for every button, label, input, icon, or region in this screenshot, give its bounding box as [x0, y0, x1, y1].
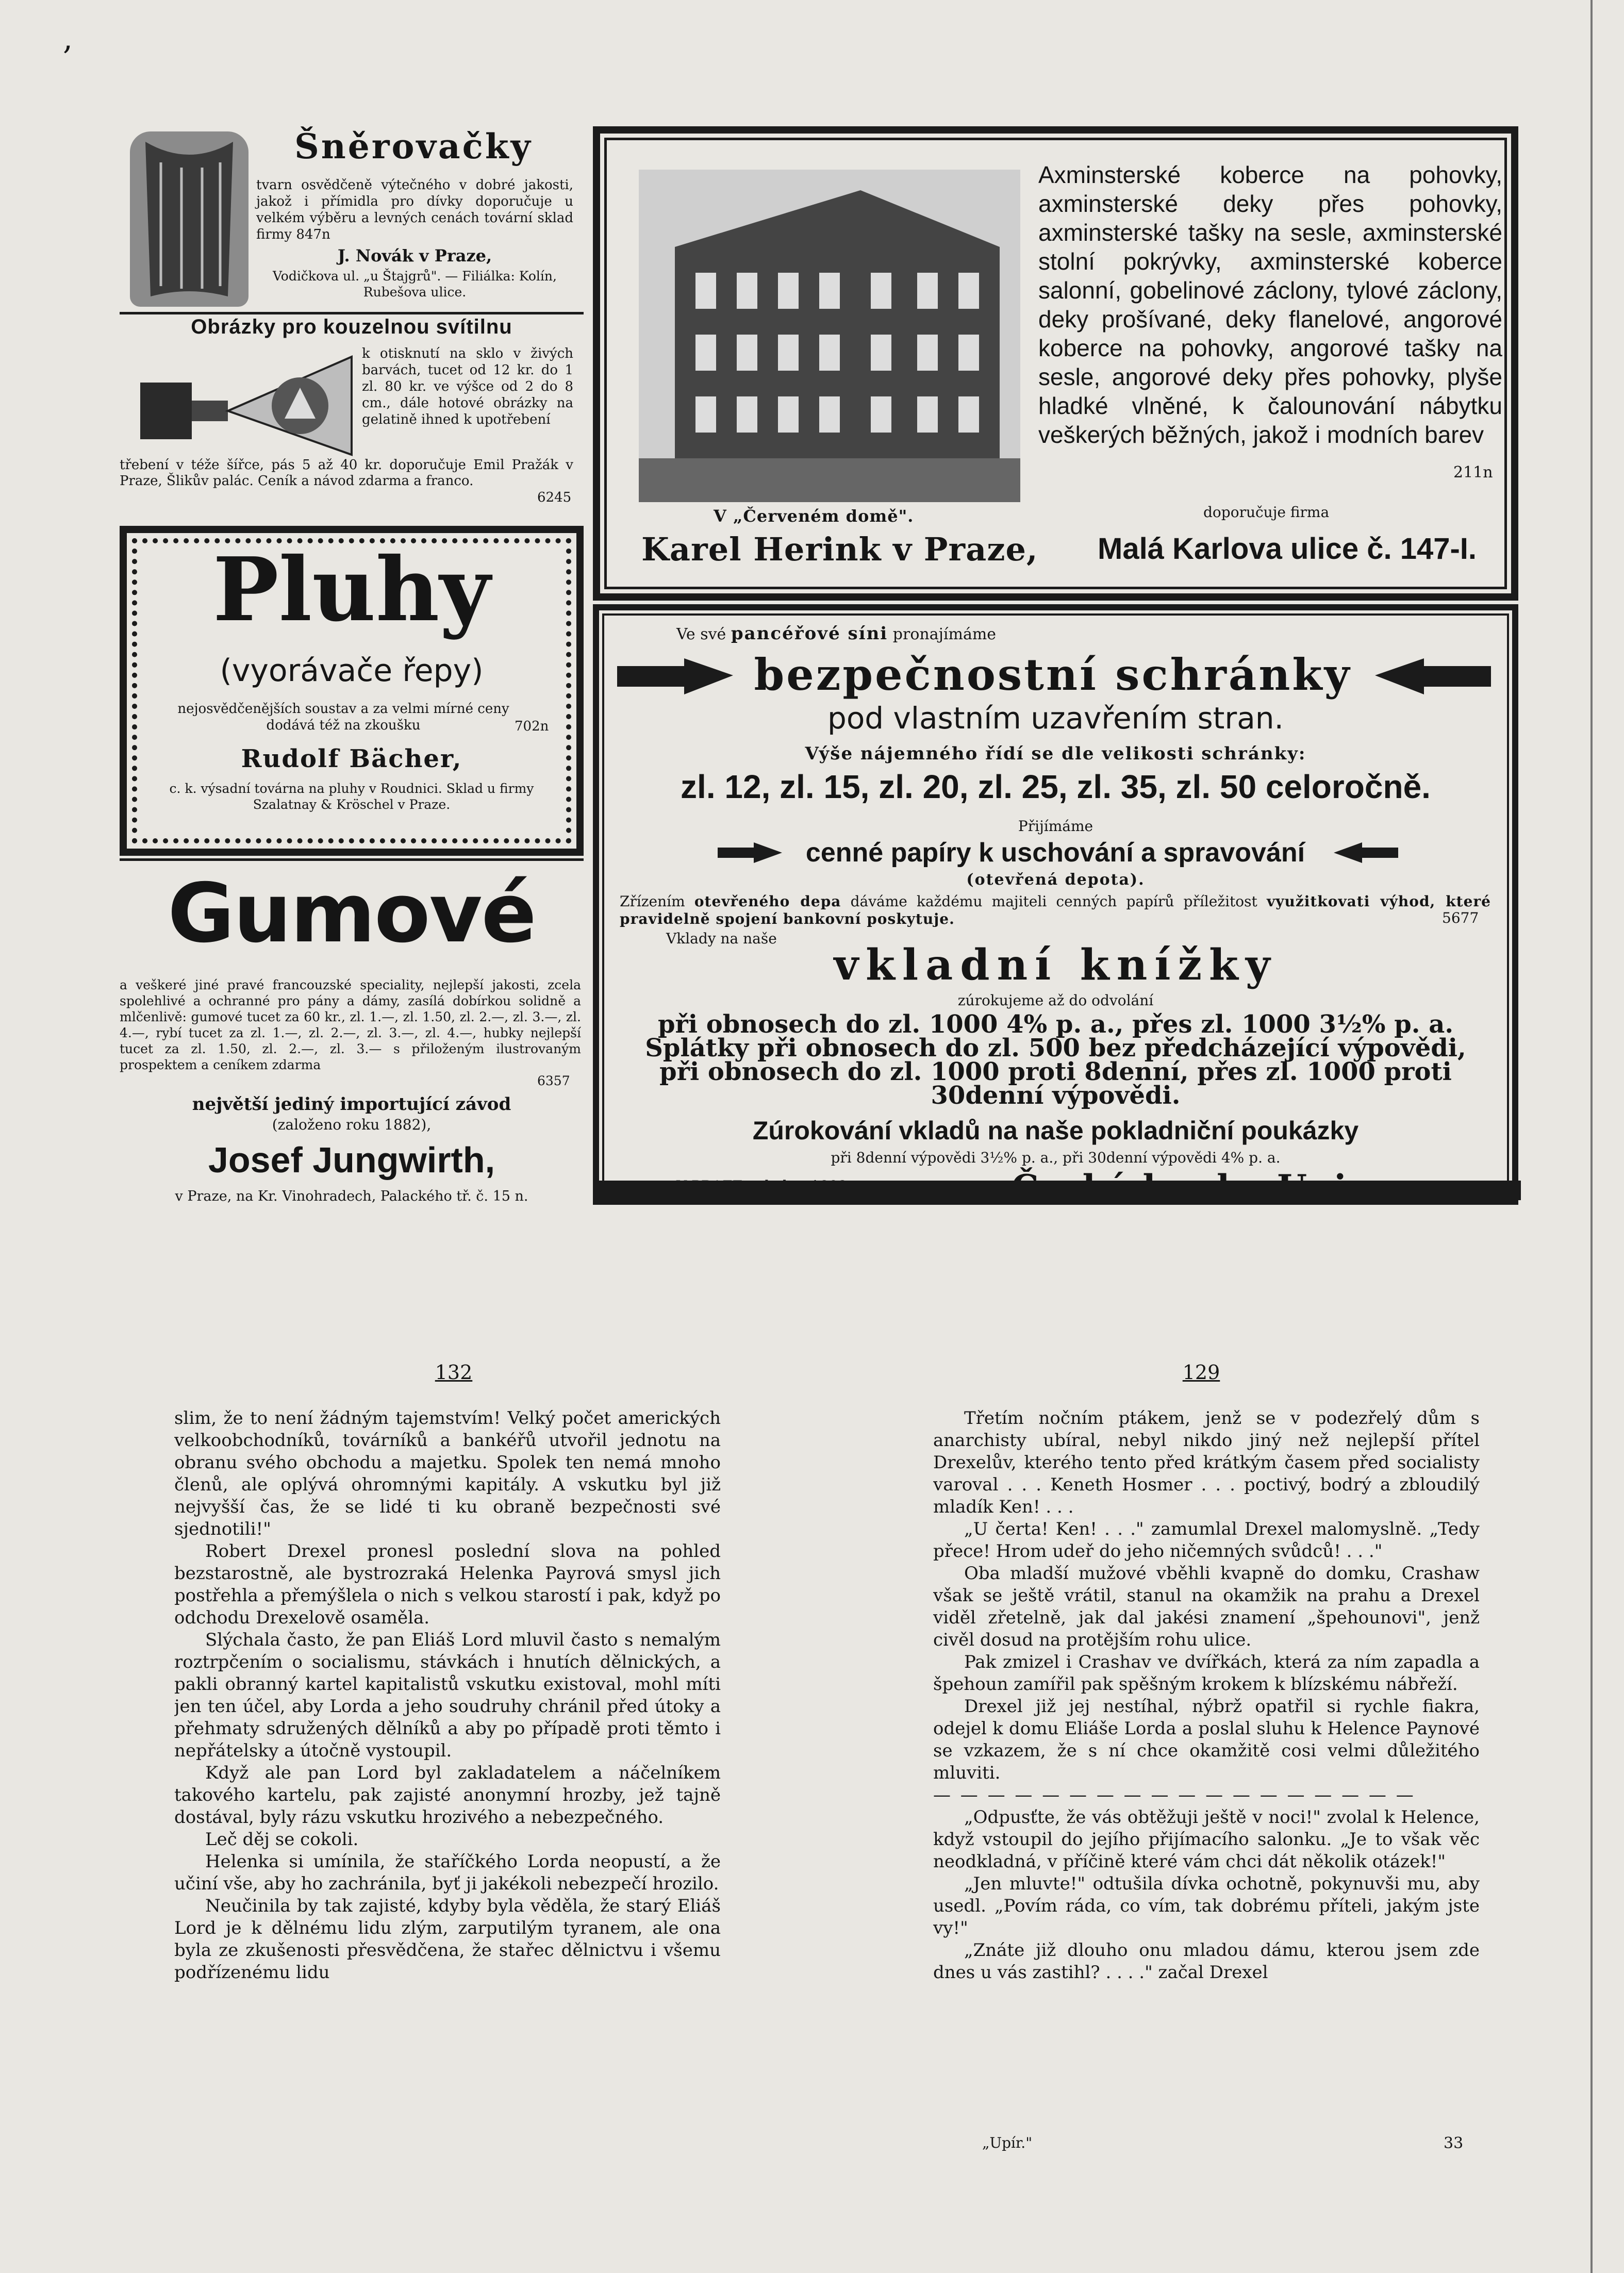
building-icon	[639, 170, 1020, 502]
deposits-on: Vklady na naše	[666, 930, 777, 947]
paragraph: Když ale pan Lord byl zakladatelem a náčelníkem takového kartelu, pak zajisté anonymní hrozby, jež tajně dostával, byly rázu vskutku hrozivého a nebezpečného.	[174, 1763, 721, 1828]
intro-b: pancéřové síni	[731, 623, 888, 644]
paragraph: Robert Drexel pronesl poslední slova na pohled bezstarostně, ale bystrozraká Helenka Payrová smysl jich postřehla a přemýšlela o nich s velkou starostí i pak, když po odchodu Drexelově osaměla.	[174, 1541, 721, 1628]
intro-c: pronajímáme	[892, 625, 997, 643]
story-column-left	[174, 1407, 721, 2119]
ad-firm: J. Novák v Praze,	[337, 246, 492, 266]
paragraph: „Odpusťte, že vás obtěžuji ještě v noci!" zvolal k Helence, když vstoupil do jejího přijímacího salonku. „Je to však věc neodkladná, v příčině které vám chci dát několik otázek!"	[933, 1807, 1480, 1872]
paragraph: Leč děj se cokoli.	[205, 1829, 359, 1850]
pointing-hand-icon	[1331, 842, 1398, 863]
open-depot	[620, 893, 1491, 928]
footer-number: 33	[1444, 2134, 1464, 2152]
papers: cenné papíry k uschování a spravování	[805, 838, 1305, 868]
bottom-rule	[593, 1181, 1521, 1200]
corset-illustration	[130, 131, 248, 307]
ad-address: Vodičkova ul. „u Štajgrů". — Filiálka: Kolín, Rubešova ulice.	[273, 269, 557, 300]
ad-body: Axminsterské koberce na pohovky, axminsterské deky přes pohovky, axminsterské tašky na sesle, axminsterské stolní pokrývky, axminsterské koberce salonní, gobelinové záclony, tylové záclony, deky prošívané, deky flanelové, angorové koberce na pohovky, angorové tašky na sesle, angorové deky přes pohovky, plyše hladké vlněné, k čalounování nábytku veškerých běžných, jakož i modních barev	[1038, 161, 1502, 448]
divider	[120, 312, 584, 314]
rates	[599, 1010, 1512, 1110]
ad-claim: největší jediný importující závod	[192, 1094, 511, 1115]
intro-line	[676, 623, 996, 644]
ad-banka	[593, 604, 1518, 1205]
page-edge	[1590, 0, 1593, 2273]
pointing-hand-small-left	[718, 842, 785, 863]
intro-a: Ve své	[676, 625, 726, 643]
page-number-left: 132	[435, 1361, 473, 1384]
sizes-note: Výše nájemného řídí se dle velikosti schránky:	[805, 743, 1306, 764]
ad-recommend: doporučuje firma	[1203, 504, 1330, 521]
story-column-right	[933, 1407, 1480, 2119]
ad-gumove	[120, 858, 584, 1219]
depots: (otevřená depota).	[966, 871, 1145, 889]
ad-body: k otisknutí na sklo v živých barvách, tucet od 12 kr. do 1 zl. 80 kr. ve výšce od 2 do 8 cm., dále hotové obrázky na gelatině ihned k upotřebení	[362, 346, 573, 427]
accept: Přijímáme	[1018, 818, 1093, 835]
paragraph: slim, že to není žádným tajemstvím! Velký počet amerických velkoobchodníků, továrníků a bankéřů utvořil jednotu na obranu svého obchodu a majetku. Spolek ten nemá mnoho členů, ale oplývá ohromnými kapitály. A vskutku byl již nejvyšší čas, že se lidé ti ku obraně bezpečnosti své sjednotili!"	[174, 1408, 721, 1539]
rate-line-1: při obnosech do zl. 1000 4% p. a., přes zl. 1000 3½% p. a.	[657, 1010, 1454, 1039]
ad-firm: Rudolf Bächer,	[241, 744, 462, 773]
rate-line-2: Splátky při obnosech do zl. 500 bez předcházející výpovědi,	[645, 1034, 1466, 1063]
rate-line-4: 30denní výpovědi.	[931, 1081, 1181, 1110]
ad-firm: Josef Jungwirth,	[208, 1140, 495, 1180]
ad-code: 211n	[1453, 463, 1493, 482]
paragraph: Pak zmizel i Crashav ve dvířkách, která za ním zapadla a špehoun zamířil pak spěšným krokem k blízskému nábřeží.	[933, 1652, 1480, 1695]
ad-title: Gumové	[168, 866, 536, 961]
ad-title: Obrázky pro kouzelnou svítilnu	[191, 316, 512, 338]
pointing-hand-left	[617, 656, 736, 697]
ad-obrazky	[120, 316, 584, 507]
pointing-hand-icon	[718, 842, 785, 863]
paragraph: Slýchala často, že pan Eliáš Lord mluvil často s nemalým roztrpčením o socialismu, stávkách i hnutích dělnických, a pakli obranný kartel kapitalistů vskutku existoval, mohl míti jen ten účel, aby Lorda a jeho soudruhy chránil před útoky a přehmaty sdružených dělníků a aby po případě proti těmto i nepřátelsky a útočně vystoupil.	[174, 1630, 721, 1761]
ad-axminster	[593, 126, 1518, 601]
pointing-hand-icon	[1372, 656, 1491, 697]
paragraph: „U čerta! Ken! . . ." zamumlal Drexel malomyslně. „Tedy přece! Hrom udeř do jeho ničemných svůdců! . . ."	[933, 1519, 1480, 1562]
ad-pluhy	[120, 526, 584, 856]
ad-body-bottom: třebení v téže šířce, pás 5 až 40 kr. doporučuje Emil Pražák v Praze, Šlikův palác. Ceník a návod zdarma a franco.	[120, 457, 573, 489]
section-dash-line: — — — — — — — — — — — — — — — — — —	[933, 1785, 1416, 1805]
lantern-illustration	[130, 346, 367, 460]
ad-snerovacky	[120, 126, 584, 312]
footer-signature: „Upír."	[982, 2134, 1033, 2151]
interest-note: zúrokujeme až do odvolání	[957, 992, 1154, 1009]
red-house-illustration	[639, 170, 1020, 502]
prices: zl. 12, zl. 15, zl. 20, zl. 25, zl. 35, zl. 50 celoročně.	[681, 768, 1431, 805]
paragraph: „Znáte již dlouho onu mladou dámu, kterou jsem zde dnes u vás zastihl? . . . ." začal Drexel	[933, 1940, 1480, 1983]
pointing-hand-icon	[617, 656, 736, 697]
ad-address: Malá Karlova ulice č. 147-I.	[1098, 532, 1477, 566]
magic-lantern-icon	[130, 346, 367, 460]
ad-firm: Karel Herink v Praze,	[641, 530, 1038, 568]
ad-founded: (založeno roku 1882),	[272, 1116, 432, 1133]
page-mark: ,	[63, 21, 73, 57]
books: vkladní knížky	[834, 940, 1278, 990]
paragraph: Oba mladší mužové vběhli kvapně do domku, Crashaw však se ještě vrátil, stanul na okamžik na prahu a Drexel viděl zřetelně, jak dal jakési znamení „špehounovi", jenž civěl dosud na protějším rohu ulice.	[933, 1563, 1480, 1650]
ad-code: 6245	[537, 490, 572, 505]
ad-code: 5677	[1442, 909, 1479, 926]
rate-line-3: při obnosech do zl. 1000 proti 8denní, přes zl. 1000 proti	[659, 1057, 1452, 1086]
open-depot-a: Zřízením	[620, 893, 685, 910]
page-number-right: 129	[1182, 1361, 1220, 1384]
open-depot-b: otevřeného depa	[694, 893, 841, 910]
voucher-rates: při 8denní výpovědi 3½% p. a., při 30denní výpovědi 4% p. a.	[831, 1149, 1281, 1166]
vouchers: Zúrokování vkladů na naše pokladniční poukázky	[752, 1116, 1359, 1145]
ad-footer: c. k. výsadní továrna na pluhy v Roudnici. Sklad u firmy Szalatnay & Kröschel v Praze.	[169, 781, 534, 812]
ad-title: Pluhy	[212, 538, 491, 641]
paragraph: Třetím nočním ptákem, jenž se v podezřelý dům s anarchisty ubíral, nebyl nikdo jiný než nejlepší přítel Drexelův, kterého tento před krátkým časem před socialisty varoval . . . Keneth Hosmer . . . poctivý, bodrý a zbloudilý mladík Ken! . . .	[933, 1408, 1480, 1517]
ad-title: Šněrovačky	[294, 126, 533, 167]
ad-code: 702n	[515, 719, 549, 734]
ad-body: a veškeré jiné pravé francouzské speciality, nejlepší jakosti, zcela spolehlivé a ochranné pro pány a dámy, zasílá dobírkou solidně a mlčenlivě: gumové tucet za 60 kr., zl. 1.—, zl. 1.50, zl. 2.—, zl. 3.—, zl. 4.—, rybí tucet za zl. 1.—, zl. 2.—, zl. 3.—, zl. 4.—, hubky nejlepší tucet za zl. 1.50, zl. 2.—, zl. 3.— s přiloženým ilustrovaným prospektem a ceníkem zdarma	[120, 977, 581, 1072]
ad-code: 6357	[537, 1073, 570, 1088]
paragraph: „Jen mluvte!" odtušila dívka ochotně, pokynuvši mu, aby usedl. „Povím ráda, co vím, tak dobrému příteli, jakým jste vy!"	[933, 1873, 1480, 1938]
ad-title: bezpečnostní schránky	[754, 649, 1352, 700]
paragraph: Helenka si umínila, že staříčkého Lorda neopustí, a že učiní vše, aby ho zachránila, byť ji jakékoli nebezpečí hrozilo.	[174, 1851, 721, 1894]
pointing-hand-right	[1372, 656, 1491, 697]
open-depot-d: využitkovati výhod, které pravidelně spojení bankovní poskytuje.	[620, 893, 1491, 927]
ad-subtitle: (vyorávače řepy)	[220, 653, 484, 689]
ad-address: v Praze, na Kr. Vinohradech, Palackého tř. č. 15 n.	[175, 1188, 528, 1204]
pointing-hand-small-right	[1331, 842, 1398, 863]
paragraph: Neučinila by tak zajisté, kdyby byla věděla, že starý Eliáš Lord je k dělnému lidu zlým, zarputilým tyranem, ale ona byla ze zkušenosti přesvědčena, že stařec dělnictvu i všemu podřízenému lidu	[174, 1896, 721, 1983]
ad-caption: V „Červeném domě".	[714, 506, 914, 526]
ad-body: tvarn osvědčeně výtečného v dobré jakosti, jakož i přímidla pro dívky doporučuje u velkém výběru a levných cenách tovární sklad firmy 847n	[256, 177, 573, 242]
paragraph: Drexel již jej nestíhal, nýbrž opatřil si rychle fiakra, odejel k domu Eliáše Lorda a poslal sluhu k Helence Paynové se vzkazem, že s ní chce okamžitě cosi velmi důležitého mluviti.	[933, 1696, 1480, 1783]
corset-icon	[130, 131, 248, 307]
ad-body: nejosvědčenějších soustav a za velmi mírné ceny dodává též na zkoušku	[177, 701, 509, 733]
open-depot-c: dáváme každému majiteli cenných papírů příležitost	[850, 893, 1257, 910]
ad-subtitle: pod vlastním uzavřením stran.	[827, 701, 1284, 736]
